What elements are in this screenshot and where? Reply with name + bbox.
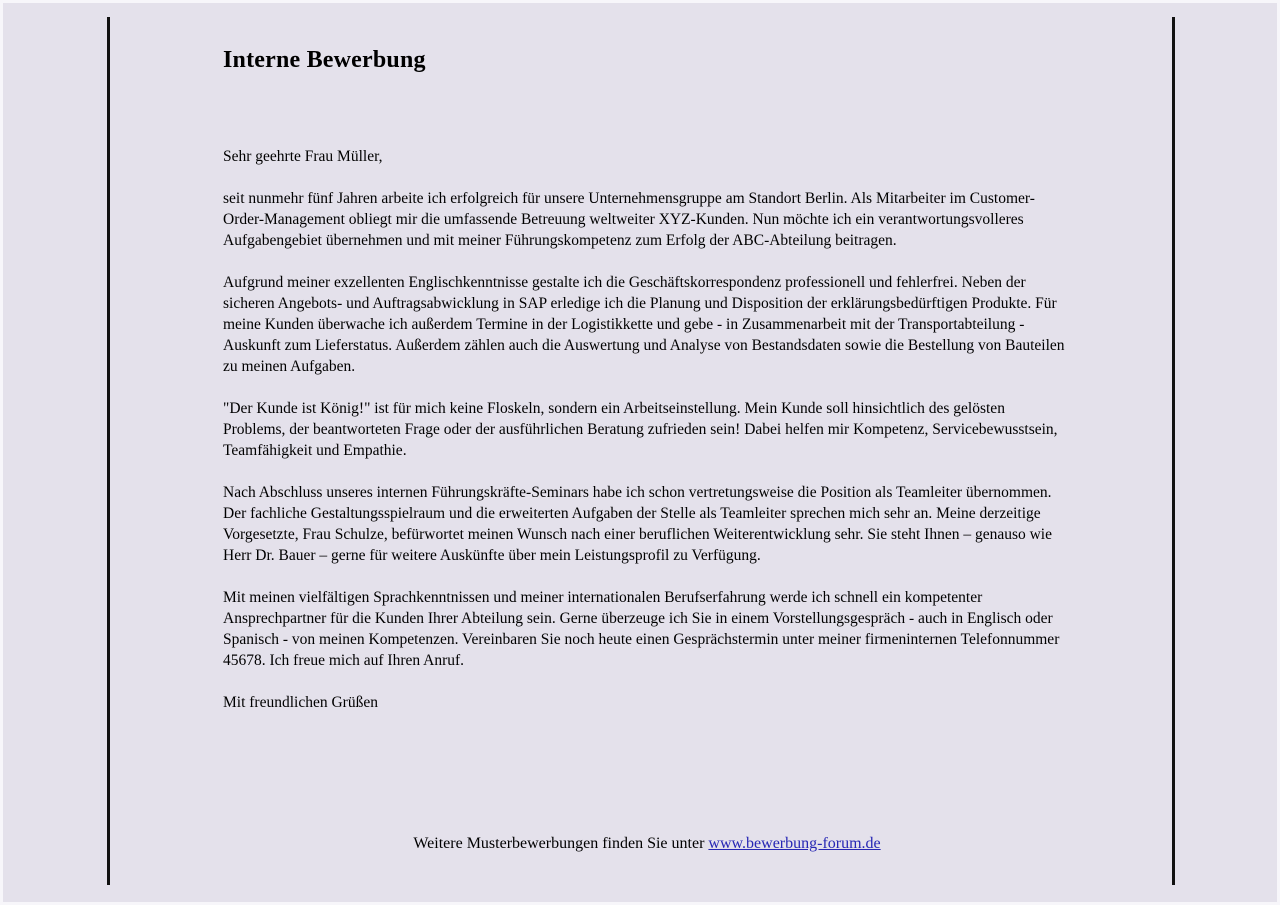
salutation: Sehr geehrte Frau Müller, xyxy=(223,148,383,165)
paragraph: Aufgrund meiner exzellenten Englischkenntnisse gestalte ich die Geschäftskorrespondenz professionell und fehlerfrei. Neben der sicheren Angebots- und Auftragsabwicklung in SAP erledige ich die Planung und Disposition der erklärungsbedürftigen Produkte. Für meine Kunden überwache ich außerdem Termine in der Logistikkette und gebe - in Zusammenarbeit mit der Transportabteilung - Auskunft zum Lieferstatus. Außerdem zählen auch die Auswertung und Analyse von Bestandsdaten sowie die Bestellung von Bauteilen zu meinen Aufgaben. xyxy=(223,274,1065,375)
footer xyxy=(223,835,1071,853)
right-vertical-rule xyxy=(1172,17,1175,885)
paragraph: "Der Kunde ist König!" ist für mich keine Floskeln, sondern ein Arbeitseinstellung. Mein Kunde soll hinsichtlich des gelösten Problems, der beantworteten Frage oder der ausführlichen Beratung zufrieden sein! Dabei helfen mir Kompetenz, Servicebewusstsein, Teamfähigkeit und Empathie. xyxy=(223,400,1058,459)
paragraph: Nach Abschluss unseres internen Führungskräfte-Seminars habe ich schon vertretungsweise die Position als Teamleiter übernommen. Der fachliche Gestaltungsspielraum und die erweiterten Aufgaben der Stelle als Teamleiter sprechen mich sehr an. Meine derzeitige Vorgesetzte, Frau Schulze, befürwortet meinen Wunsch nach einer beruflichen Weiterentwicklung sehr. Sie steht Ihnen – genauso wie Herr Dr. Bauer – gerne für weitere Auskünfte über mein Leistungsprofil zu Verfügung. xyxy=(223,484,1052,564)
closing: Mit freundlichen Grüßen xyxy=(223,694,378,711)
paragraph: Mit meinen vielfältigen Sprachkenntnissen und meiner internationalen Berufserfahrung werde ich schnell ein kompetenter Ansprechpartner für die Kunden Ihrer Abteilung sein. Gerne überzeuge ich Sie in einem Vorstellungsgespräch - auch in Englisch oder Spanisch - von meinen Kompetenzen. Vereinbaren Sie noch heute einen Gesprächstermin unter meiner firmeninternen Telefonnummer 45678. Ich freue mich auf Ihren Anruf. xyxy=(223,589,1060,669)
footer-link[interactable]: www.bewerbung-forum.de xyxy=(708,835,881,852)
left-vertical-rule xyxy=(107,17,110,885)
paragraph: seit nunmehr fünf Jahren arbeite ich erfolgreich für unsere Unternehmensgruppe am Standort Berlin. Als Mitarbeiter im Customer-Order-Management obliegt mir die umfassende Betreuung weltweiter XYZ-Kunden. Nun möchte ich ein verantwortungsvolleres Aufgabengebiet übernehmen und mit meiner Führungskompetenz zum Erfolg der ABC-Abteilung beitragen. xyxy=(223,190,1035,249)
footer-text: Weitere Musterbewerbungen finden Sie unter xyxy=(413,835,709,852)
page-title: Interne Bewerbung xyxy=(223,47,426,73)
letter-body xyxy=(223,47,1071,713)
